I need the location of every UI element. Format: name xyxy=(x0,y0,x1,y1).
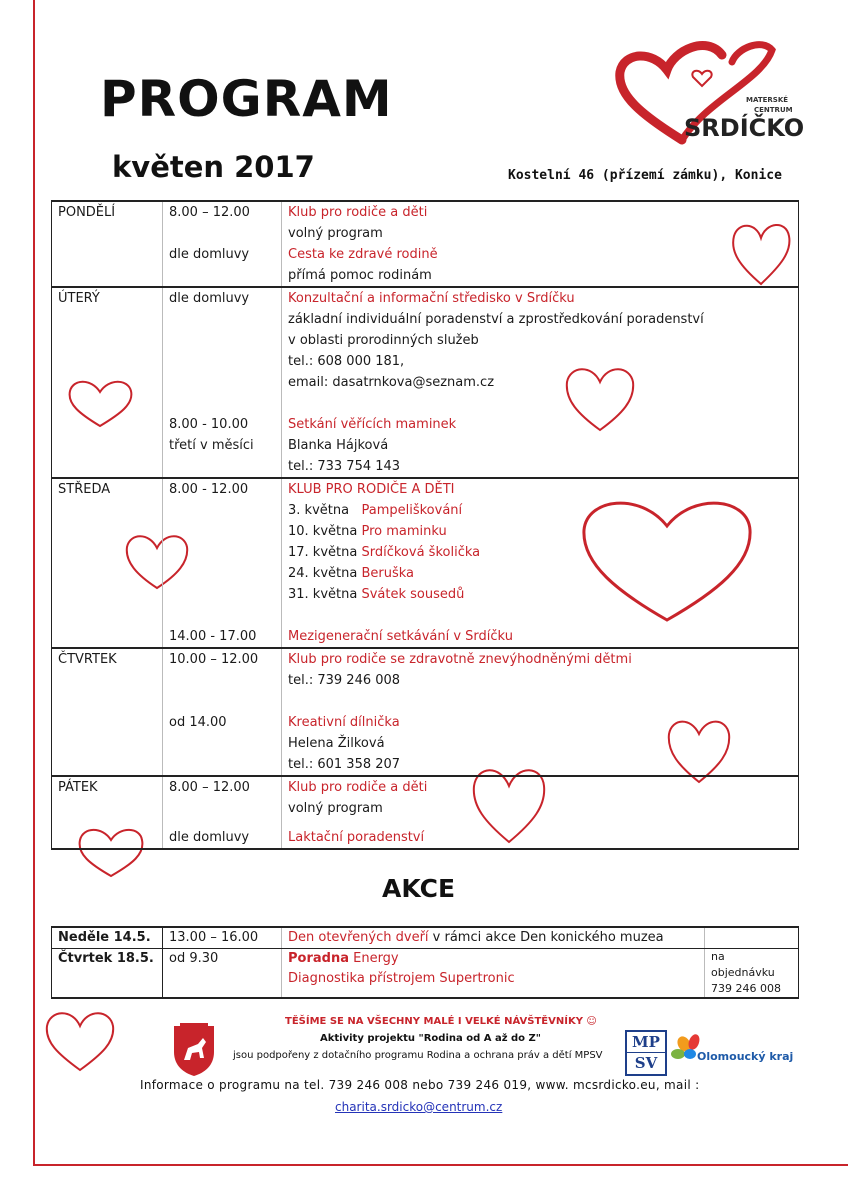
event-phone: tel.: 601 358 207 xyxy=(288,757,401,772)
time-cell xyxy=(163,776,282,849)
schedule-row-friday xyxy=(52,776,799,849)
logo-subtitle-mid: CENTRUM xyxy=(754,106,793,114)
page-border-left xyxy=(33,0,35,1166)
akce-time: od 9.30 xyxy=(163,949,282,999)
akce-time: 13.00 – 16.00 xyxy=(163,927,282,949)
akce-event: Poradna Energy Diagnostika přístrojem Supertronic xyxy=(282,949,705,999)
schedule-row-tuesday xyxy=(52,287,799,478)
time-cell xyxy=(163,287,282,478)
event-cell xyxy=(282,776,799,849)
event-time: od 14.00 xyxy=(169,715,227,730)
akce-event-line2: Diagnostika přístrojem Supertronic xyxy=(288,971,515,986)
event-desc: v oblasti prorodinných služeb xyxy=(288,333,479,348)
event-desc: volný program xyxy=(288,801,383,816)
event-phone: tel.: 608 000 181, xyxy=(288,354,405,369)
akce-row xyxy=(52,927,799,949)
welcome-text: TĚŠÍME SE NA VŠECHNY MALÉ I VELKÉ NÁVŠTĚVNÍKY ☺ xyxy=(285,1016,597,1027)
logo-name: SRDÍČKO xyxy=(684,114,805,142)
contact-email-link[interactable]: charita.srdicko@centrum.cz xyxy=(335,1100,503,1114)
event-title: Cesta ke zdravé rodině xyxy=(288,247,438,262)
akce-date: Čtvrtek 18.5. xyxy=(52,949,163,999)
region-name: Olomoucký kraj xyxy=(697,1050,794,1063)
logo-subtitle-top: MATERSKÉ xyxy=(746,96,789,104)
event-time: 14.00 - 17.00 xyxy=(169,629,257,644)
subevent-item: 10. května Pro maminku xyxy=(288,524,447,539)
konice-crest-icon xyxy=(170,1022,218,1078)
address: Kostelní 46 (přízemí zámku), Konice xyxy=(508,168,782,183)
event-cell xyxy=(282,478,799,648)
time-cell xyxy=(163,201,282,287)
day-label: STŘEDA xyxy=(52,478,163,648)
event-title: Klub pro rodiče se zdravotně znevýhodněnými dětmi xyxy=(288,652,632,667)
akce-note: na objednávku 739 246 008 xyxy=(705,949,799,999)
event-cell xyxy=(282,201,799,287)
event-desc: základní individuální poradenství a zprostředkování poradenství xyxy=(288,312,704,327)
project-text: Aktivity projektu "Rodina od A až do Z" xyxy=(320,1033,541,1044)
akce-table xyxy=(51,926,799,999)
day-label: ČTVRTEK xyxy=(52,648,163,776)
event-email: email: dasatrnkova@seznam.cz xyxy=(288,375,495,390)
akce-heading: AKCE xyxy=(382,874,456,903)
event-title: Klub pro rodiče a děti xyxy=(288,205,428,220)
event-desc: přímá pomoc rodinám xyxy=(288,268,432,283)
day-label: PÁTEK xyxy=(52,776,163,849)
event-time-note: třetí v měsíci xyxy=(169,438,254,453)
event-title: KLUB PRO RODIČE A DĚTI xyxy=(288,482,455,497)
event-time: 8.00 - 12.00 xyxy=(169,482,249,497)
event-title: Klub pro rodiče a děti xyxy=(288,780,428,795)
event-time: dle domluvy xyxy=(169,247,250,262)
event-contact: Blanka Hájková xyxy=(288,438,389,453)
day-label: PONDĚLÍ xyxy=(52,201,163,287)
event-phone: tel.: 733 754 143 xyxy=(288,459,401,474)
page-subtitle: květen 2017 xyxy=(112,150,315,184)
mpsv-logo-icon: MP SV xyxy=(625,1030,667,1076)
event-title: Konzultační a informační středisko v Srdíčku xyxy=(288,291,575,306)
event-time: dle domluvy xyxy=(169,830,250,845)
subevent-item: 24. května Beruška xyxy=(288,566,415,581)
akce-event: Den otevřených dveří v rámci akce Den konického muzea xyxy=(282,927,705,949)
schedule-row-wednesday xyxy=(52,478,799,648)
schedule-row-monday xyxy=(52,201,799,287)
event-time: 8.00 – 12.00 xyxy=(169,780,250,795)
akce-note xyxy=(705,927,799,949)
akce-date: Neděle 14.5. xyxy=(52,927,163,949)
page-border-bottom xyxy=(33,1164,848,1166)
event-time: 8.00 - 10.00 xyxy=(169,417,249,432)
time-cell xyxy=(163,648,282,776)
schedule-row-thursday xyxy=(52,648,799,776)
event-title: Kreativní dílnička xyxy=(288,715,400,730)
subevent-item: 3. května Pampeliškování xyxy=(288,503,463,518)
event-title: Laktační poradenství xyxy=(288,830,425,845)
event-time: 10.00 – 12.00 xyxy=(169,652,259,667)
support-text: jsou podpořeny z dotačního programu Rodina a ochrana práv a dětí MPSV xyxy=(233,1050,603,1061)
heart-decoration-icon xyxy=(42,1006,118,1074)
event-contact: Helena Žilková xyxy=(288,736,385,751)
event-cell xyxy=(282,287,799,478)
subevent-item: 31. května Svátek sousedů xyxy=(288,587,465,602)
event-title: Setkání věřících maminek xyxy=(288,417,457,432)
event-time: 8.00 – 12.00 xyxy=(169,205,250,220)
subevent-item: 17. května Srdíčková školička xyxy=(288,545,481,560)
time-cell xyxy=(163,478,282,648)
event-cell xyxy=(282,648,799,776)
event-title: Mezigenerační setkávání v Srdíčku xyxy=(288,629,513,644)
event-desc: volný program xyxy=(288,226,383,241)
event-phone: tel.: 739 246 008 xyxy=(288,673,401,688)
event-time: dle domluvy xyxy=(169,291,250,306)
day-label: ÚTERÝ xyxy=(52,287,163,478)
contact-info: Informace o programu na tel. 739 246 008 nebo 739 246 019, www. mcsrdicko.eu, mail : xyxy=(140,1078,700,1092)
akce-row xyxy=(52,949,799,999)
page-title: PROGRAM xyxy=(100,70,393,128)
schedule-table xyxy=(51,200,799,850)
